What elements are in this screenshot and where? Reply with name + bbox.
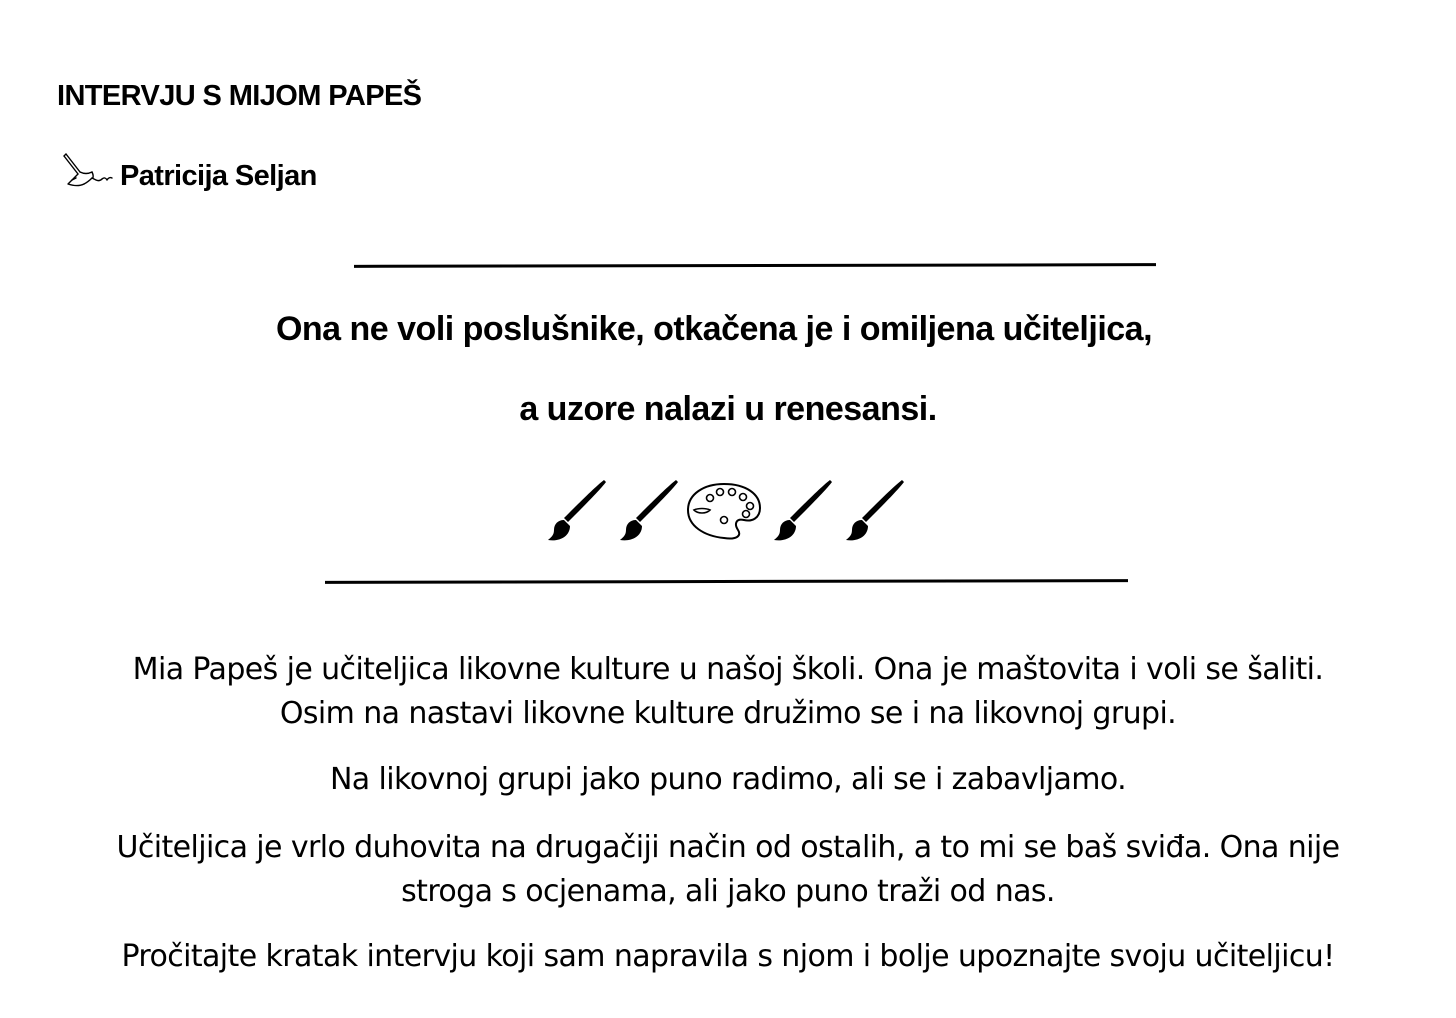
paintbrush-icon xyxy=(612,478,682,544)
paragraph-teacher xyxy=(30,826,1426,914)
headline-line-1: Ona ne voli poslušnike, otkačena je i omiljena učiteljica, xyxy=(275,310,1153,348)
paintbrush-icon xyxy=(838,478,908,544)
author-name: Patricija Seljan xyxy=(120,160,317,192)
author-byline xyxy=(60,150,317,194)
top-divider xyxy=(354,263,1156,268)
writing-hand-icon xyxy=(60,150,116,194)
article-title: INTERVJU S MIJOM PAPEŠ xyxy=(57,80,422,112)
bottom-divider xyxy=(325,579,1128,584)
paragraph-intro xyxy=(30,648,1426,736)
paragraph-line: stroga s ocjenama, ali jako puno traži od nas. xyxy=(401,874,1055,909)
paragraph-art-group: Na likovnoj grupi jako puno radimo, ali se i zabavljamo. xyxy=(329,762,1127,797)
paragraph-line: Osim na nastavi likovne kulture družimo se i na likovnoj grupi. xyxy=(279,696,1177,731)
paintbrush-icon xyxy=(766,478,836,544)
art-decoration xyxy=(540,478,908,544)
headline-line-2: a uzore nalazi u renesansi. xyxy=(519,390,937,428)
paintbrush-icon xyxy=(540,478,610,544)
paragraph-line: Mia Papeš je učiteljica likovne kulture u našoj školi. Ona je maštovita i voli se šaliti. xyxy=(132,652,1324,687)
palette-icon xyxy=(684,480,764,542)
paragraph-line: Učiteljica je vrlo duhovita na drugačiji način od ostalih, a to mi se baš sviđa. Ona nije xyxy=(116,830,1340,865)
paragraph-invitation: Pročitajte kratak intervju koji sam napravila s njom i bolje upoznajte svoju učiteljicu! xyxy=(121,939,1335,974)
